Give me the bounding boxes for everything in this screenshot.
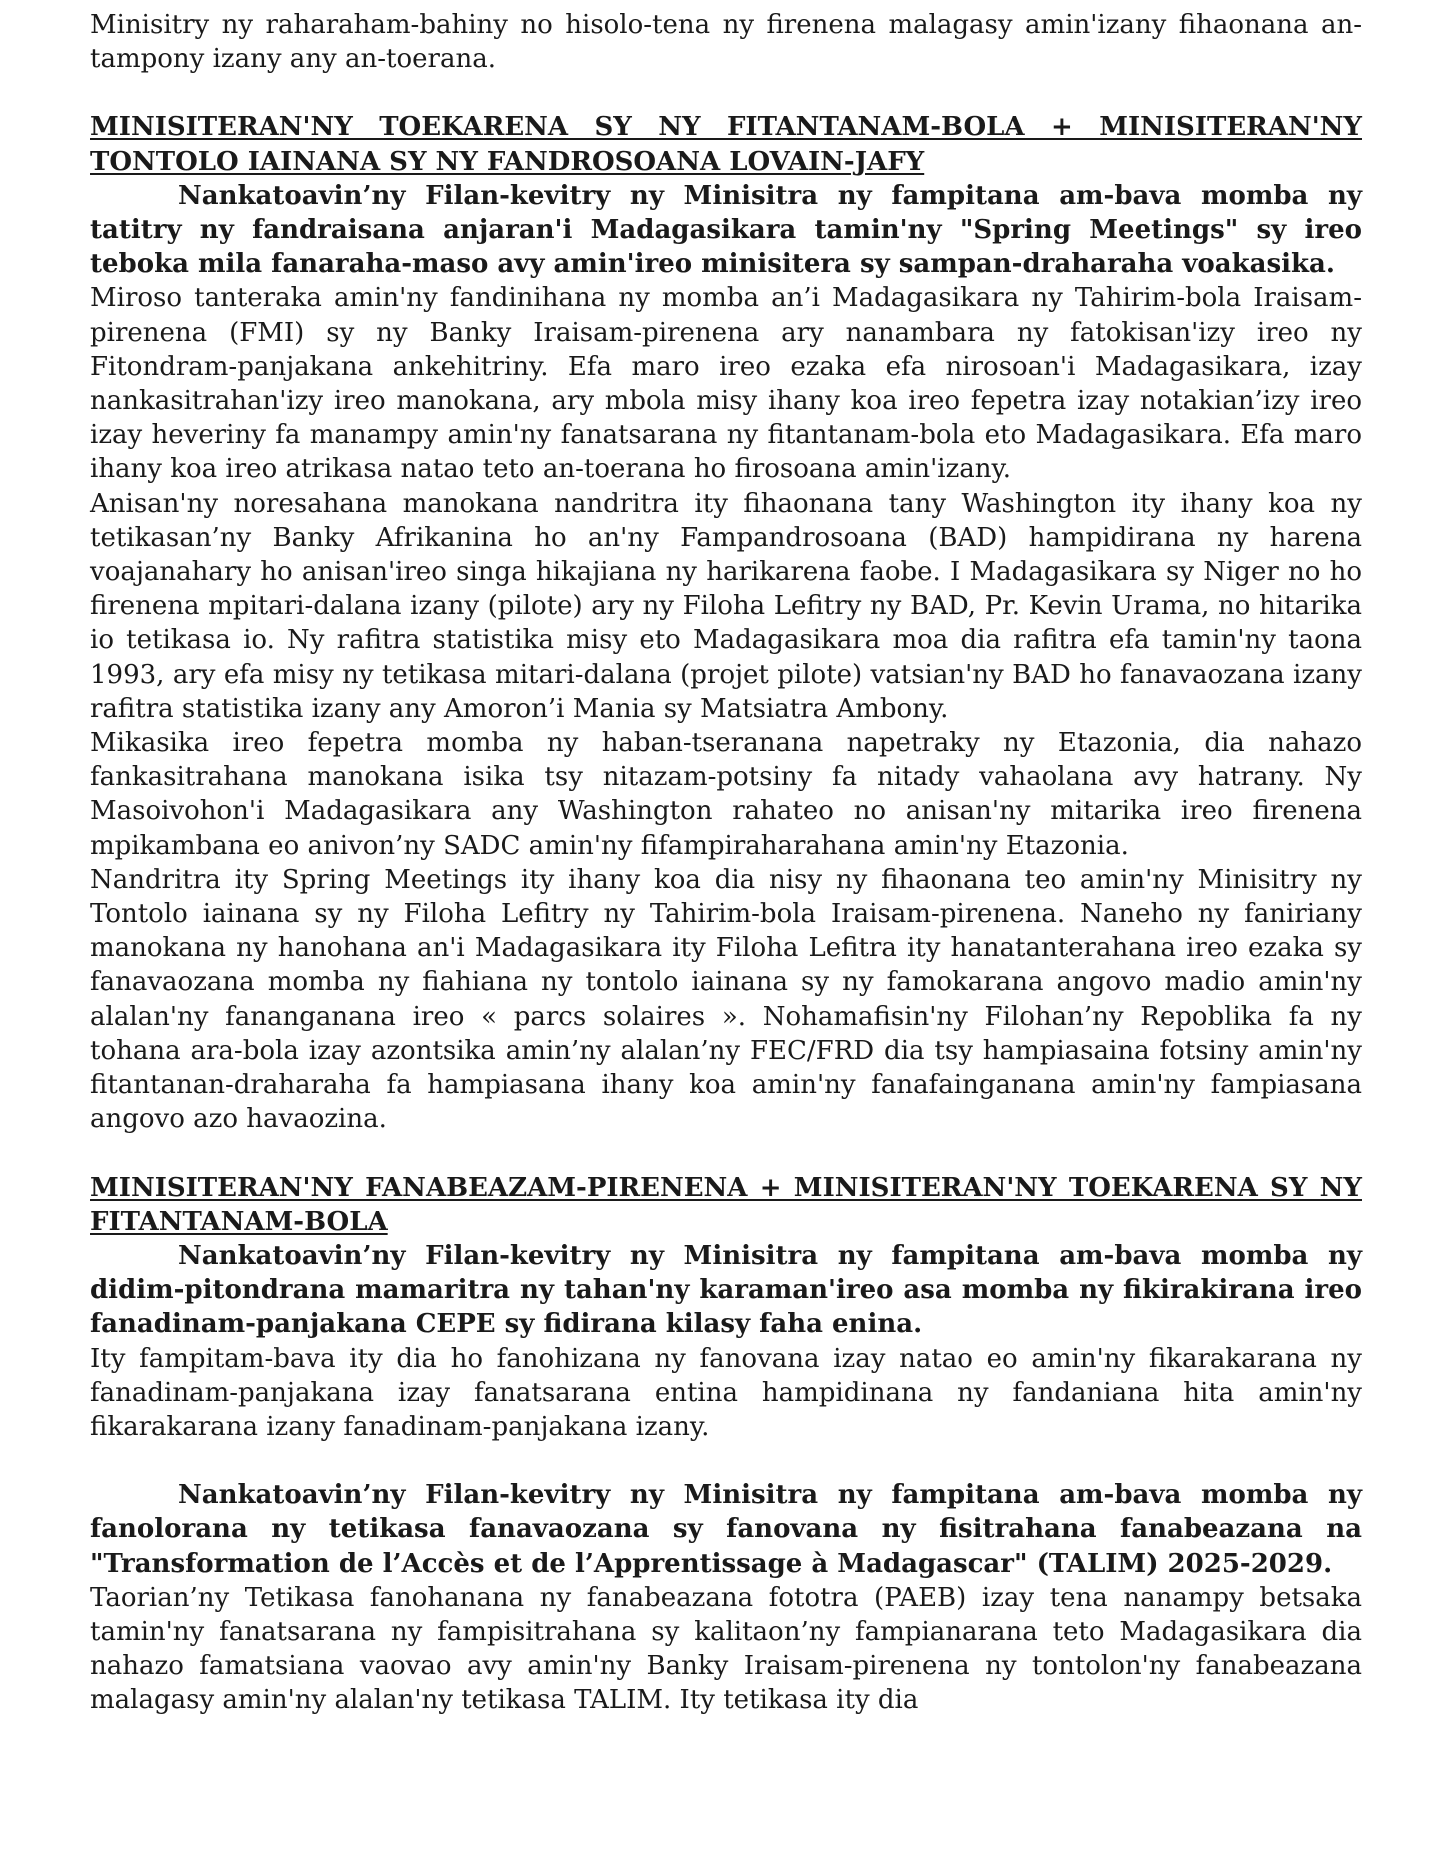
body-paragraph: Ity fampitam-bava ity dia ho fanohizana ny fanovana izay natao eo amin'ny fikarakarana ny fanadinam-panjakana izay fanatsarana entina hampidinana ny fandaniana hita amin'ny fikarakarana izany fanadinam-panjakana izany. (90, 1343, 1362, 1442)
section-spacer (90, 1137, 1362, 1171)
body-paragraph: Mikasika ireo fepetra momba ny haban-tseranana napetraky ny Etazonia, dia nahazo fankasitrahana manokana isika tsy nitazam-potsiny fa nitady vahaolana avy hatrany. Ny Masoivohon'i Madagasikara any Washington rahateo no anisan'ny mitarika ireo firenena mpikambana eo anivon’ny SADC amin'ny fifampiraharahana amin'ny Etazonia. (90, 728, 1362, 861)
body-paragraph: Taorian’ny Tetikasa fanohanana ny fanabeazana fototra (PAEB) izay tena nanampy betsaka tamin'ny fanatsarana ny fampisitrahana sy kalitaon’ny fampianarana teto Madagasikara dia nahazo famatsiana vaovao avy amin'ny Banky Iraisam-pirenena ny tontolon'ny fanabeazana malagasy amin'ny alalan'ny tetikasa TALIM. Ity tetikasa ity dia (90, 1582, 1362, 1716)
decision-lead: Nankatoavin’ny Filan-kevitry ny Minisitra ny fampitana am-bava momba ny fanolorana ny tetikasa fanavaozana sy fanovana ny fisitrahana fanabeazana na "Transformation de l’Accès et de l’Apprentissage à Madagascar" (TALIM) 2025-2029. (90, 1480, 1362, 1579)
body-paragraph: Anisan'ny noresahana manokana nandritra ity fihaonana tany Washington ity ihany koa ny tetikasan’ny Banky Afrikanina ho an'ny Fampandrosoana (BAD) hampidirana ny harena voajanahary ho anisan'ireo singa hikajiana ny harikarena faobe. I Madagasikara sy Niger no ho firenena mpitari-dalana izany (pilote) ary ny Filoha Lefitry ny BAD, Pr. Kevin Urama, no hitarika io tetikasa io. Ny rafitra statistika misy eto Madagasikara moa dia rafitra efa tamin'ny taona 1993, ary efa misy ny tetikasa mitari-dalana (projet pilote) vatsian'ny BAD ho fanavaozana izany rafitra statistika izany any Amoron’i Mania sy Matsiatra Ambony. (90, 488, 1362, 724)
document-page (90, 8, 1362, 1718)
intro-paragraph: Minisitry ny raharaham-bahiny no hisolo-tena ny firenena malagasy amin'izany fihaonana an-tampony izany any an-toerana. (90, 10, 1362, 75)
body-paragraph: Nandritra ity Spring Meetings ity ihany koa dia nisy ny fihaonana teo amin'ny Minisitry ny Tontolo iainana sy ny Filoha Lefitry ny Tahirim-bola Iraisam-pirenena. Naneho ny faniriany manokana ny hanohana an'i Madagasikara ity Filoha Lefitra ity hanatanterahana ireo ezaka sy fanavaozana momba ny fiahiana ny tontolo iainana sy ny famokarana angovo madio amin'ny alalan'ny fananganana ireo « parcs solaires ». Nohamafisin'ny Filohan’ny Repoblika fa ny tohana ara-bola izay azontsika amin’ny alalan’ny FEC/FRD dia tsy hampiasaina fotsiny amin'ny fitantanan-draharaha fa hampiasana ihany koa amin'ny fanafainganana amin'ny fampiasana angovo azo havaozina. (90, 864, 1362, 1135)
paragraph-spacer (90, 1444, 1362, 1478)
section-heading: MINISITERAN'NY FANABEAZAM-PIRENENA + MINISITERAN'NY TOEKARENA SY NY FITANTANAM-BOLA (90, 1172, 1362, 1237)
section-heading: MINISITERAN'NY TOEKARENA SY NY FITANTANAM-BOLA + MINISITERAN'NY TONTOLO IAINANA SY NY FANDROSOANA LOVAIN-JAFY (90, 112, 1362, 177)
body-paragraph: Miroso tanteraka amin'ny fandinihana ny momba an’i Madagasikara ny Tahirim-bola Iraisam-pirenena (FMI) sy ny Banky Iraisam-pirenena ary nanambara ny fatokisan'izy ireo ny Fitondram-panjakana ankehitriny. Efa maro ireo ezaka efa nirosoan'i Madagasikara, izay nankasitrahan'izy ireo manokana, ary mbola misy ihany koa ireo fepetra izay notakian’izy ireo izay heveriny fa manampy amin'ny fanatsarana ny fitantanam-bola eto Madagasikara. Efa maro ihany koa ireo atrikasa natao teto an-toerana ho firosoana amin'izany. (90, 283, 1362, 485)
section-spacer (90, 76, 1362, 110)
decision-lead: Nankatoavin’ny Filan-kevitry ny Minisitra ny fampitana am-bava momba ny tatitry ny fandraisana anjaran'i Madagasikara tamin'ny "Spring Meetings" sy ireo teboka mila fanaraha-maso avy amin'ireo minisitera sy sampan-draharaha voakasika. (90, 180, 1362, 280)
decision-lead: Nankatoavin’ny Filan-kevitry ny Minisitra ny fampitana am-bava momba ny didim-pitondrana mamaritra ny tahan'ny karaman'ireo asa momba ny fikirakirana ireo fanadinam-panjakana CEPE sy fidirana kilasy faha enina. (90, 1240, 1362, 1340)
